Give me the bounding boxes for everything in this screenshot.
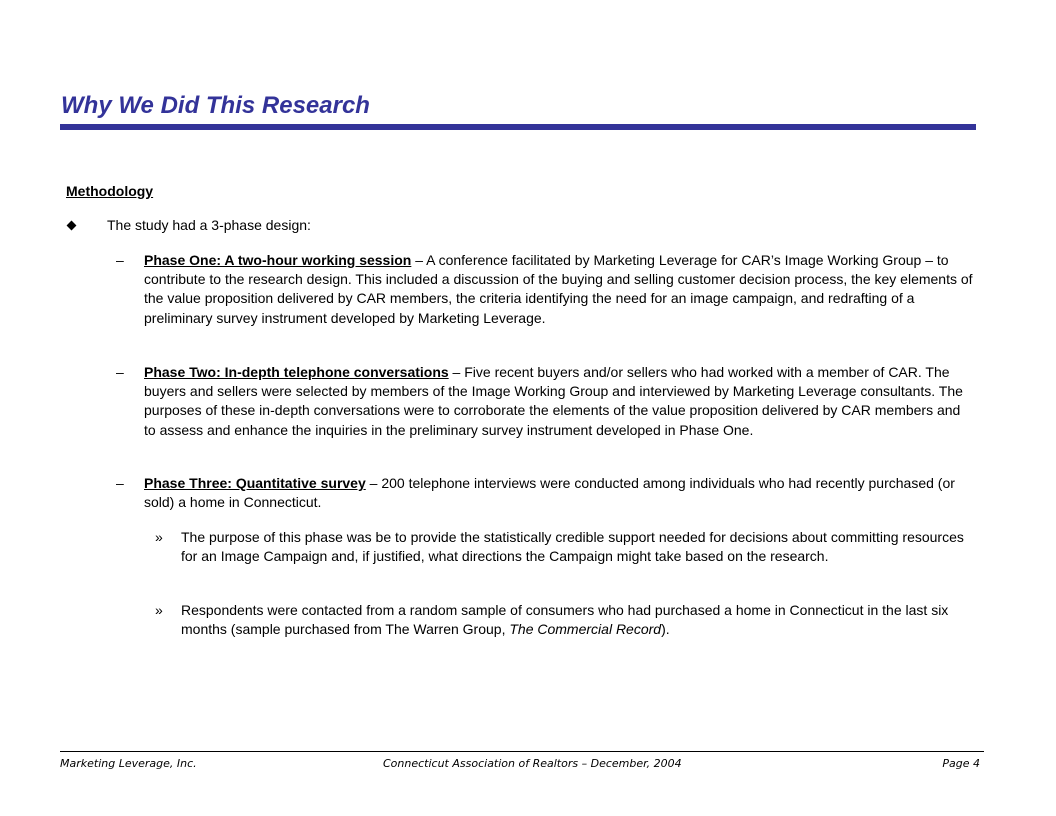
chevron-marker: » (155, 602, 163, 618)
footer-page-number: Page 4 (942, 757, 980, 770)
intro-bullet-text: The study had a 3-phase design: (107, 217, 311, 233)
section-heading-methodology: Methodology (66, 183, 154, 199)
detail-purpose-text: The purpose of this phase was be to provide the statistically credible support needed for decisions about committing resources for an Image Campaign and, if justified, what directions the Campaign might take based on the research. (181, 529, 964, 565)
dash-marker: – (116, 252, 124, 268)
chevron-marker: » (155, 529, 163, 545)
footer-client-date: Connecticut Association of Realtors – December, 2004 (383, 757, 682, 770)
phase-one-lead: Phase One: A two-hour working session (144, 252, 412, 268)
dash-marker: – (116, 364, 124, 380)
footer-rule (60, 751, 984, 752)
phase-three-text (144, 474, 974, 512)
phase-two-text (144, 363, 974, 440)
footer-company: Marketing Leverage, Inc. (60, 757, 197, 770)
diamond-bullet-icon (67, 221, 77, 231)
detail-respondents-text (181, 601, 971, 639)
detail-respondents-main: Respondents were contacted from a random sample of consumers who had purchased a home in Connecticut in the last six months (sample purchased from The Warren Group, (181, 602, 949, 638)
detail-respondents-end: ). (661, 621, 670, 638)
phase-one-description: – A conference facilitated by Marketing Leverage for CAR’s Image Working Group – to contribute to the research design. This included a discussion of the buying and selling customer decision process, the key elements of the value proposition delivered by CAR members, the criteria identifying the need for an image campaign, and redrafting of a preliminary survey instrument developed by Marketing Leverage. (144, 252, 973, 326)
page-title: Why We Did This Research (61, 92, 370, 119)
phase-three-description: – 200 telephone interviews were conducted among individuals who had recently purchased (or sold) a home in Connecticut. (144, 475, 955, 511)
phase-two-lead: Phase Two: In-depth telephone conversations (144, 364, 449, 380)
dash-marker: – (116, 475, 124, 491)
phase-three-lead: Phase Three: Quantitative survey (144, 475, 366, 491)
title-underline-rule (60, 124, 976, 130)
publication-name: The Commercial Record (509, 621, 662, 638)
phase-two-description: – Five recent buyers and/or sellers who had worked with a member of CAR. The buyers and sellers were selected by members of the Image Working Group and interviewed by Marketing Leverage consultants. The purposes of these in-depth conversations were to corroborate the elements of the value proposition delivered by CAR members and to assess and enhance the inquiries in the preliminary survey instrument developed in Phase One. (144, 364, 963, 438)
phase-one-text (144, 251, 974, 328)
